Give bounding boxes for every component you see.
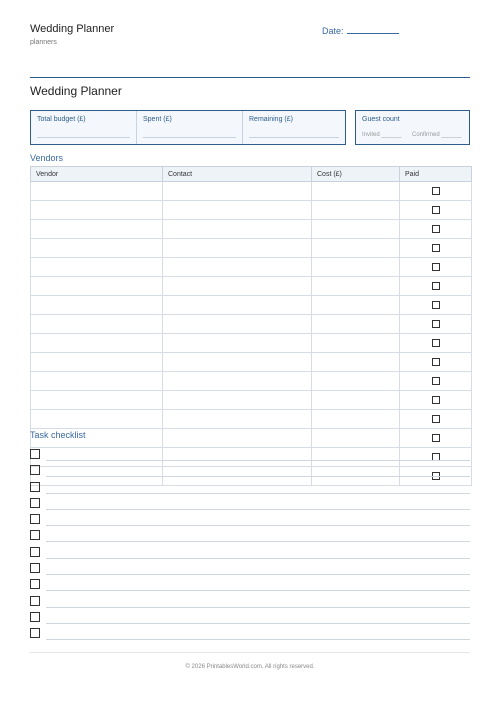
task-checkbox[interactable] (30, 628, 40, 638)
table-row (31, 429, 472, 448)
task-checklist (30, 449, 470, 645)
vendors-table (30, 166, 472, 486)
list-item (30, 449, 470, 465)
task-checkbox[interactable] (30, 563, 40, 573)
table-row (31, 220, 472, 239)
paid-cell (400, 239, 472, 258)
paid-cell (400, 372, 472, 391)
vendor-cell[interactable] (31, 372, 163, 391)
paid-cell (400, 201, 472, 220)
task-checkbox[interactable] (30, 530, 40, 540)
cost-cell[interactable] (312, 201, 400, 220)
vendor-cell[interactable] (31, 296, 163, 315)
spent-line[interactable] (143, 137, 236, 138)
list-item (30, 498, 470, 514)
paid-cell (400, 220, 472, 239)
column-header-contact: Contact (163, 167, 312, 182)
contact-cell[interactable] (163, 239, 312, 258)
table-row (31, 372, 472, 391)
list-item (30, 530, 470, 546)
table-row (31, 258, 472, 277)
vendor-cell[interactable] (31, 182, 163, 201)
paid-checkbox[interactable] (432, 415, 440, 423)
table-row (31, 315, 472, 334)
cost-cell[interactable] (312, 429, 400, 448)
paid-checkbox[interactable] (432, 206, 440, 214)
contact-cell[interactable] (163, 258, 312, 277)
column-header-vendor: Vendor (31, 167, 163, 182)
paid-checkbox[interactable] (432, 339, 440, 347)
vendor-cell[interactable] (31, 410, 163, 429)
task-checkbox[interactable] (30, 498, 40, 508)
task-checkbox[interactable] (30, 612, 40, 622)
paid-checkbox[interactable] (432, 187, 440, 195)
paid-cell (400, 334, 472, 353)
vendor-cell[interactable] (31, 315, 163, 334)
cost-cell[interactable] (312, 334, 400, 353)
table-row (31, 353, 472, 372)
budget-panel (30, 110, 346, 145)
contact-cell[interactable] (163, 334, 312, 353)
vendor-cell[interactable] (31, 353, 163, 372)
task-line[interactable] (46, 460, 470, 461)
table-row (31, 239, 472, 258)
list-item (30, 579, 470, 595)
remaining-field[interactable] (243, 111, 345, 144)
paid-cell (400, 277, 472, 296)
paid-cell (400, 315, 472, 334)
paid-cell (400, 182, 472, 201)
paid-cell (400, 429, 472, 448)
task-line[interactable] (46, 509, 470, 510)
cost-cell[interactable] (312, 410, 400, 429)
contact-cell[interactable] (163, 296, 312, 315)
cost-cell[interactable] (312, 372, 400, 391)
paid-cell (400, 391, 472, 410)
table-row (31, 334, 472, 353)
date-label: Date: (322, 26, 344, 36)
paid-checkbox[interactable] (432, 225, 440, 233)
list-item (30, 514, 470, 530)
task-line[interactable] (46, 558, 470, 559)
table-row (31, 182, 472, 201)
task-line[interactable] (46, 476, 470, 477)
paid-checkbox[interactable] (432, 377, 440, 385)
cost-cell[interactable] (312, 277, 400, 296)
task-checkbox[interactable] (30, 579, 40, 589)
paid-checkbox[interactable] (432, 282, 440, 290)
cost-cell[interactable] (312, 182, 400, 201)
paid-checkbox[interactable] (432, 263, 440, 271)
header-title: Wedding Planner (30, 23, 115, 35)
contact-cell[interactable] (163, 391, 312, 410)
remaining-line[interactable] (249, 137, 339, 138)
task-checkbox[interactable] (30, 482, 40, 492)
contact-cell[interactable] (163, 410, 312, 429)
contact-cell[interactable] (163, 220, 312, 239)
remaining-label: Remaining (£) (249, 116, 293, 123)
total-budget-label: Total budget (£) (37, 116, 86, 123)
guest-count-panel[interactable] (355, 110, 470, 145)
paid-checkbox[interactable] (432, 244, 440, 252)
paid-cell (400, 296, 472, 315)
task-checkbox[interactable] (30, 465, 40, 475)
list-item (30, 465, 470, 481)
table-row (31, 277, 472, 296)
paid-cell (400, 258, 472, 277)
date-field[interactable] (322, 25, 399, 36)
table-header-row (31, 167, 472, 182)
table-row (31, 296, 472, 315)
vendor-cell[interactable] (31, 239, 163, 258)
vendor-cell[interactable] (31, 258, 163, 277)
paid-cell (400, 410, 472, 429)
contact-cell[interactable] (163, 353, 312, 372)
cost-cell[interactable] (312, 220, 400, 239)
vendors-heading: Vendors (30, 153, 64, 163)
vendor-cell[interactable] (31, 334, 163, 353)
table-row (31, 391, 472, 410)
spent-label: Spent (£) (143, 116, 172, 123)
list-item (30, 482, 470, 498)
page-title: Wedding Planner (30, 84, 122, 98)
header-divider (30, 77, 470, 78)
spent-field[interactable] (137, 111, 242, 144)
cost-cell[interactable] (312, 391, 400, 410)
task-line[interactable] (46, 574, 470, 575)
cost-cell[interactable] (312, 315, 400, 334)
paid-checkbox[interactable] (432, 358, 440, 366)
footer-divider (30, 652, 470, 653)
task-line[interactable] (46, 623, 470, 624)
task-checkbox[interactable] (30, 449, 40, 459)
task-checkbox[interactable] (30, 547, 40, 557)
paid-cell (400, 353, 472, 372)
list-item (30, 563, 470, 579)
paid-checkbox[interactable] (432, 320, 440, 328)
guest-count-label: Guest count (362, 116, 400, 123)
paid-checkbox[interactable] (432, 301, 440, 309)
task-line[interactable] (46, 590, 470, 591)
task-line[interactable] (46, 525, 470, 526)
cost-cell[interactable] (312, 296, 400, 315)
contact-cell[interactable] (163, 372, 312, 391)
list-item (30, 547, 470, 563)
task-line[interactable] (46, 541, 470, 542)
table-row (31, 410, 472, 429)
vendor-cell[interactable] (31, 201, 163, 220)
task-line[interactable] (46, 607, 470, 608)
cost-cell[interactable] (312, 258, 400, 277)
total-budget-field[interactable] (31, 111, 136, 144)
vendor-cell[interactable] (31, 277, 163, 296)
total-budget-line[interactable] (37, 137, 130, 138)
task-checkbox[interactable] (30, 596, 40, 606)
contact-cell[interactable] (163, 201, 312, 220)
cost-cell[interactable] (312, 239, 400, 258)
tasks-heading: Task checklist (30, 430, 86, 440)
vendor-rows (31, 182, 472, 486)
column-header-paid: Paid (400, 167, 472, 182)
contact-cell[interactable] (163, 182, 312, 201)
table-row (31, 201, 472, 220)
cost-cell[interactable] (312, 353, 400, 372)
invited-label: Invited ______ (362, 132, 402, 138)
task-line[interactable] (46, 639, 470, 640)
paid-checkbox[interactable] (432, 396, 440, 404)
contact-cell[interactable] (163, 429, 312, 448)
list-item (30, 612, 470, 628)
contact-cell[interactable] (163, 277, 312, 296)
list-item (30, 628, 470, 644)
task-checkbox[interactable] (30, 514, 40, 524)
task-line[interactable] (46, 493, 470, 494)
date-underline[interactable] (347, 25, 399, 34)
vendor-cell[interactable] (31, 391, 163, 410)
vendor-cell[interactable] (31, 220, 163, 239)
contact-cell[interactable] (163, 315, 312, 334)
footer-copyright: © 2026 PrintablesWorld.com. All rights reserved. (185, 664, 315, 670)
paid-checkbox[interactable] (432, 434, 440, 442)
header-subtitle: planners (30, 39, 57, 46)
confirmed-label: Confirmed ______ (412, 132, 462, 138)
list-item (30, 596, 470, 612)
column-header-cost: Cost (£) (312, 167, 400, 182)
